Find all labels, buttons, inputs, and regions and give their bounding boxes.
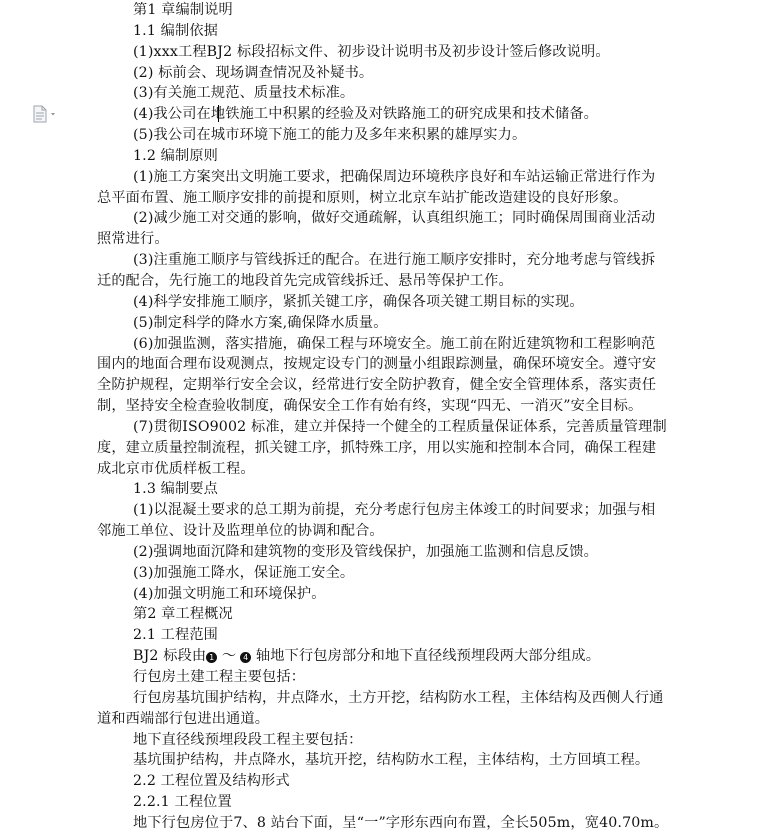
line-text: 基坑围护结构，井点降水，基坑开挖，结构防水工程，主体结构，土方回填工程。: [133, 752, 650, 769]
line-text: 围内的地面合理布设观测点，按规定设专门的测量小组跟踪测量，确保环境安全。遵守安: [97, 356, 657, 373]
text-line: [97, 292, 727, 313]
line-text: 行包房基坑围护结构，井点降水，土方开挖，结构防水工程，主体结构及西侧人行通: [133, 689, 664, 706]
text-line: [97, 625, 727, 646]
line-text: 照常进行。: [97, 231, 169, 248]
line-text: (5)制定科学的降水方案,确保降水质量。: [133, 314, 388, 331]
text-line: [97, 604, 727, 625]
gutter-doc-icon[interactable]: [33, 104, 63, 124]
text-line: [97, 188, 727, 209]
line-text: 2.1 工程范围: [133, 627, 219, 644]
text-line: [97, 21, 727, 42]
line-text: (4)科学安排施工顺序，紧抓关键工序，确保各项关键工期目标的实现。: [133, 293, 584, 310]
text-line: [97, 521, 727, 542]
text-line: [97, 417, 727, 438]
line-text: 第1 章编制说明: [133, 2, 233, 18]
line-text: (2)强调地面沉降和建筑物的变形及管线保护，加强施工监测和信息反馈。: [133, 543, 599, 560]
line-text: 轴地下行包房部分和地下直径线预埋段两大部分组成。: [251, 648, 601, 665]
line-text: (4)我公司在地铁施工中积累的经验及对铁路施工的研究成果和技术储备。: [133, 106, 599, 123]
line-text: 2.2 工程位置及结构形式: [133, 773, 290, 790]
line-text: 邻施工单位、设计及监理单位的协调和配合。: [97, 523, 384, 540]
line-text: 制，坚持安全检查验收制度，确保安全工作有始有终，实现“四无、一消灭”安全目标。: [97, 398, 643, 415]
text-line: [97, 229, 727, 250]
line-text: 第2 章工程概况: [133, 606, 233, 623]
text-line: [97, 63, 727, 84]
text-line: [97, 271, 727, 292]
line-text: (5)我公司在城市环境下施工的能力及多年来积累的雄厚实力。: [133, 127, 527, 144]
line-text: 地下直径线预埋段段工程主要包括：: [133, 731, 363, 748]
line-text: (6)加强监测，落实措施，确保工程与环境安全。施工前在附近建筑物和工程影响范: [133, 335, 656, 352]
text-line: [97, 396, 727, 417]
line-text: 行包房土建工程主要包括：: [133, 669, 306, 685]
line-text: (1)施工方案突出文明施工要求，把确保周边环境秩序良好和车站运输正常进行作为: [133, 168, 656, 185]
line-text: (2)减少施工对交通的影响，做好交通疏解，认真组织施工；同时确保周围商业活动: [133, 210, 656, 227]
text-line: [97, 0, 727, 21]
line-text: (3)有关施工规范、质量技术标准。: [133, 85, 355, 102]
text-line: [97, 104, 727, 125]
text-line: [97, 542, 727, 563]
line-text: 迁的配合，先行施工的地段首先完成管线拆迁、悬吊等保护工作。: [97, 272, 513, 289]
text-line: [97, 125, 727, 146]
line-text: (7)贯彻ISO9002 标准，建立并保持一个健全的工程质量保证体系，完善质量管理制: [133, 418, 667, 435]
line-text: 总平面布置、施工顺序安排的前提和原则，树立北京车站扩能改造建设的良好形象。: [97, 189, 628, 206]
circled-number-marker: 4: [240, 652, 251, 663]
line-text: 全防护规程，定期举行安全会议，经常进行安全防护教育，健全安全管理体系，落实责任: [97, 377, 657, 394]
text-line: [97, 334, 727, 355]
text-line: [97, 354, 727, 375]
line-text: 1.1 编制依据: [133, 22, 219, 39]
line-text: BJ2 标段由: [133, 648, 207, 665]
line-text: (3)加强施工降水，保证施工安全。: [133, 564, 355, 581]
text-line: [97, 167, 727, 188]
line-text: 度，建立质量控制流程，抓关键工序，抓特殊工序，用以实施和控制本合同，确保工程建: [97, 439, 657, 456]
text-line: [97, 730, 727, 751]
text-line: [97, 563, 727, 584]
line-text: (1)xxx工程BJ2 标段招标文件、初步设计说明书及初步设计签后修改说明。: [133, 43, 610, 60]
text-line: [97, 42, 727, 63]
text-line: [97, 771, 727, 792]
line-text: (1)以混凝土要求的总工期为前提，充分考虑行包房主体竣工的时间要求；加强与相: [133, 502, 656, 519]
text-line: [97, 688, 727, 709]
line-text: 地下行包房位于7、8 站台下面，呈“一”字形东西向布置，全长505m，宽40.70m。: [133, 814, 669, 831]
line-text: (2) 标前会、现场调查情况及补疑书。: [133, 64, 374, 81]
text-line: [97, 813, 727, 834]
document-body[interactable]: [97, 0, 727, 834]
text-line: [97, 709, 727, 730]
text-line: [97, 500, 727, 521]
text-line: [97, 438, 727, 459]
line-text: ～: [217, 648, 237, 665]
document-icon: [33, 104, 63, 124]
text-line: [97, 208, 727, 229]
line-text: 2.2.1 工程位置: [133, 794, 232, 811]
line-text: 道和西端部行包进出通道。: [97, 710, 270, 727]
line-text: 1.3 编制要点: [133, 481, 219, 498]
text-line: [97, 584, 727, 605]
text-line: [97, 750, 727, 771]
circled-number-marker: 1: [206, 652, 217, 663]
text-line: [97, 792, 727, 813]
text-line: [97, 313, 727, 334]
text-line: [97, 667, 727, 688]
text-line: [97, 83, 727, 104]
line-text: (3)注重施工顺序与管线拆迁的配合。在进行施工顺序安排时，充分地考虑与管线拆: [133, 252, 656, 269]
text-line: [97, 250, 727, 271]
text-line: [97, 479, 727, 500]
line-text: 成北京市优质样板工程。: [97, 460, 255, 477]
line-text: (4)加强文明施工和环境保护。: [133, 585, 326, 602]
text-line: [97, 146, 727, 167]
line-text: 1.2 编制原则: [133, 147, 219, 164]
text-line: [97, 646, 727, 667]
text-line: [97, 375, 727, 396]
text-line: [97, 459, 727, 480]
